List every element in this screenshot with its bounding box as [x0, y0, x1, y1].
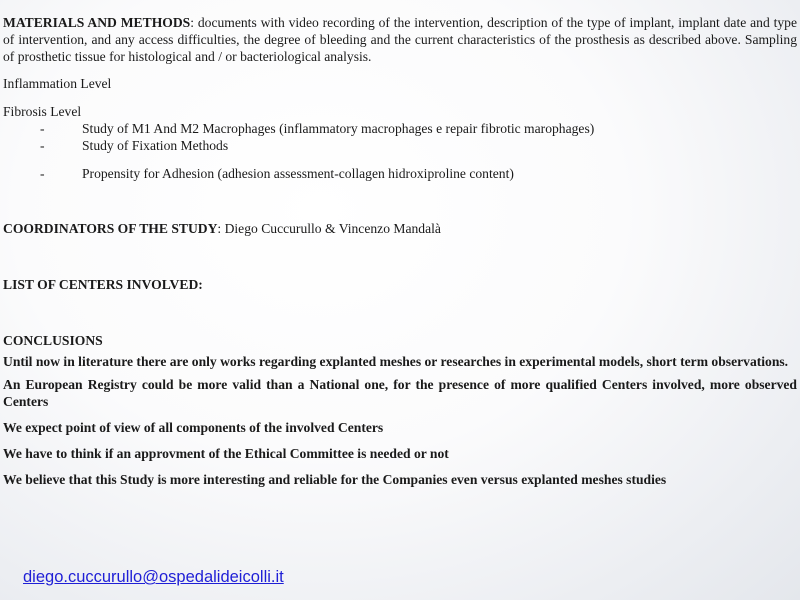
fibrosis-level: Fibrosis Level [3, 104, 82, 119]
materials-and-methods-paragraph [3, 14, 797, 65]
list-item-text: Study of Fixation Methods [82, 138, 229, 153]
coordinators-paragraph [3, 220, 797, 237]
conclusions-heading: CONCLUSIONS [3, 333, 103, 348]
conclusion-item: We believe that this Study is more interesting and reliable for the Companies even versus explanted meshes studies [3, 472, 667, 487]
coordinators-text: : Diego Cuccurullo & Vincenzo Mandalà [217, 221, 441, 236]
conclusion-item: We have to think if an approvment of the Ethical Committee is needed or not [3, 446, 449, 461]
conclusion-item: Until now in literature there are only works regarding explanted meshes or researches in experimental models, short term observations. [3, 354, 789, 369]
centers-heading: LIST OF CENTERS INVOLVED: [3, 277, 203, 292]
slide-content [3, 14, 797, 488]
conclusion-item: An European Registry could be more valid than a National one, for the presence of more qualified Centers involved, more observed Centers [3, 377, 797, 409]
conclusion-item: We expect point of view of all components of the involved Centers [3, 420, 384, 435]
email-link[interactable]: diego.cuccurullo@ospedalideicolli.it [23, 568, 284, 586]
list-dash: - [40, 138, 45, 153]
list-item [3, 137, 797, 154]
study-list [3, 120, 797, 182]
list-item [3, 120, 797, 137]
list-dash: - [40, 121, 45, 136]
list-item [3, 165, 797, 182]
materials-and-methods-heading: MATERIALS AND METHODS [3, 15, 191, 30]
coordinators-heading: COORDINATORS OF THE STUDY [3, 221, 218, 236]
list-dash: - [40, 166, 45, 181]
list-item-text: Study of M1 And M2 Macrophages (inflammatory macrophages e repair fibrotic marophages) [82, 121, 595, 136]
materials-and-methods-text: : documents with video recording of the intervention, description of the type of implant, implant date and type of intervention, and any access difficulties, the degree of bleeding and the current characteristics of the prosthesis as described above. Sampling of prosthetic tissue for histological and / or bacteriological analysis. [3, 15, 798, 64]
list-item-text: Propensity for Adhesion (adhesion assessment-collagen hidroxiproline content) [82, 166, 514, 181]
inflammation-level: Inflammation Level [3, 76, 112, 91]
